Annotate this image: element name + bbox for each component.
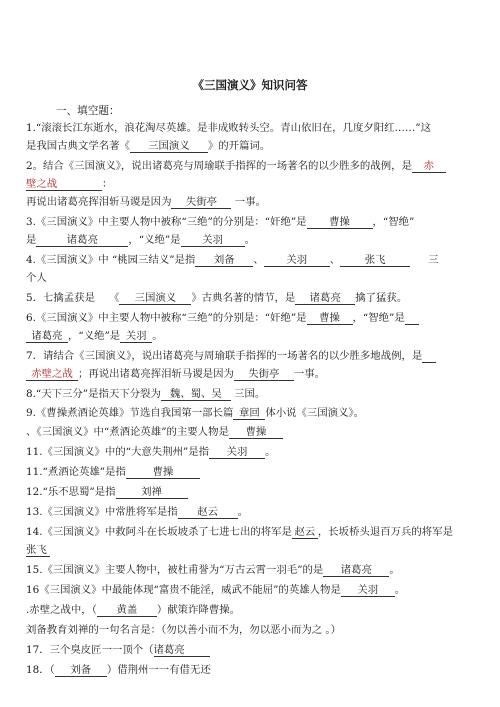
blank-underline (405, 313, 419, 325)
question-2-line-2 (26, 178, 478, 191)
question-text: ，“义绝”是 (68, 330, 121, 342)
question-text: 2。结合《三国演义》，说出诸葛亮与周瑜联手指挥的一场著名的以少胜多的战例，是 (26, 160, 412, 172)
answer-blank: 黄盖 (97, 604, 157, 617)
question-text: 》的开篇词。 (207, 140, 271, 152)
question-15-line-1 (26, 526, 478, 539)
question-4-line-1 (26, 254, 478, 267)
answer-blank: 刘备 (55, 664, 107, 677)
answer-blank: 赵云 (292, 526, 318, 539)
question-text: 11.《三国演义》中的“大意失荆州”是指 (26, 446, 210, 458)
question-11-line (26, 446, 478, 459)
question-text: 11.“煮酒论英雄”是指 (26, 466, 126, 478)
answer-blank: 诸葛亮 (295, 292, 355, 305)
answer-blank: 诸葛亮 (26, 330, 68, 343)
question-1-line-2 (26, 140, 478, 153)
question-text: ，“智绝”是 (352, 312, 405, 324)
answer-blank: 诸葛亮 (154, 644, 210, 657)
question-text: 。 (244, 234, 255, 246)
question-text: ，“智绝” (372, 216, 415, 228)
answer-blank: 赵云 (178, 506, 238, 519)
answer-blank: 关羽 (341, 584, 395, 597)
question-text: 三国。 (234, 388, 266, 400)
answer-blank: 章回 (233, 407, 265, 420)
question-text: 》古典名著的情节，是 (191, 292, 296, 304)
question-16-line (26, 564, 478, 577)
answer-blank: 张飞 (26, 544, 50, 557)
question-text: 、 (253, 254, 264, 266)
answer-blank: 关羽 (120, 330, 152, 343)
question-text: 一事。 (293, 368, 326, 380)
question-2-line-3 (26, 196, 478, 209)
question-text: 三 (428, 254, 439, 266)
question-text: 体小说《三国演义》。 (265, 407, 365, 419)
question-text: 、 (329, 254, 341, 266)
answer-blank: 关羽 (209, 446, 265, 459)
answer-blank: 诸葛亮 (323, 564, 389, 577)
answer-blank: 失街亭 (234, 368, 294, 381)
question-text: 。 (265, 446, 276, 458)
question-text: 是我国古典文学名著《 (26, 140, 130, 152)
question-text: 16《三国演义》中最能体现“富贵不能淫，威武不能屈”的英雄人物是 (26, 584, 341, 596)
question-text: 14.《三国演义》中救阿斗在长坂坡杀了七进七出的将军是 (26, 526, 292, 538)
document-title: 《三国演义》知识问答 (192, 78, 308, 92)
question-text: ）借荆州一一有借无还 (106, 664, 211, 676)
answer-blank: 曹操 (307, 312, 353, 325)
question-text: 。 (237, 506, 248, 518)
question-8-line (26, 388, 478, 401)
answer-blank: 刘备 (195, 254, 253, 267)
question-text: 18．（ (26, 664, 55, 676)
answer-blank: 曹操 (229, 426, 283, 439)
answer-blank: 刘禅 (116, 486, 188, 499)
question-1-line-1 (26, 122, 478, 135)
question-text: 17．三个臭皮匠一一顶个（ (26, 644, 154, 656)
answer-blank: 三国演义 (119, 292, 191, 305)
question-text: 擒了猛获。 (355, 292, 408, 304)
question-21-line (26, 664, 478, 677)
question-text: 一事。 (234, 196, 266, 208)
question-text: 5．七擒孟获是 (26, 292, 95, 304)
question-10-line (26, 426, 478, 439)
question-19-line (26, 624, 478, 637)
question-text: 是 (26, 234, 37, 246)
answer-blank: 失街亭 (171, 196, 231, 209)
question-3-line-1 (26, 216, 478, 229)
question-text: 3.《三国演义》中主要人物中被称“三绝”的分别是：“奸绝”是 (26, 216, 307, 228)
question-text: 12.“乐不思蜀”是指 (26, 486, 116, 498)
question-4-line-2 (26, 272, 478, 285)
answer-blank: 赤 (412, 160, 446, 173)
answer-blank: 关羽 (264, 254, 330, 267)
answer-blank: 魏、蜀、吴 (161, 388, 231, 401)
answer-blank: 诸葛亮 (36, 234, 128, 247)
answer-blank: 关羽 (181, 234, 245, 247)
answer-blank: 曹操 (307, 216, 373, 229)
question-text: ）献策诈降曹操。 (156, 604, 240, 616)
question-text: 7．请结合《三国演义》，说出诸葛亮与周瑜联手指挥的一场著名的以少胜多地战例，是 (26, 350, 423, 362)
question-6-line-1 (26, 312, 478, 325)
question-text: 9.《曹操煮酒论英雄》节选自我国第一部长篇 (26, 407, 234, 419)
question-7-line-2 (26, 368, 478, 381)
question-17-line (26, 584, 478, 597)
question-9-line (26, 407, 478, 420)
question-text: 个人 (26, 272, 47, 284)
question-text: .赤壁之战中，（ (26, 604, 97, 616)
question-text: ： (102, 178, 113, 190)
question-text: ；再说出诸葛亮挥泪斩马谡是因为 (78, 368, 234, 380)
blank-underline (422, 351, 436, 363)
question-20-line (26, 644, 478, 657)
question-text: 4.《三国演义》中 “桃园三结义”是指 (26, 254, 196, 266)
question-7-line-1 (26, 350, 478, 363)
answer-blank: 赤壁之战 (26, 368, 78, 381)
question-text: 13.《三国演义》中常胜将军是指 (26, 506, 178, 518)
question-15-line-2 (26, 544, 478, 557)
question-text: 。 (389, 564, 400, 576)
answer-blank: 曹操 (126, 466, 200, 479)
question-text: 刘备教育刘禅的一句名言是：（勿以善小而不为，勿以恶小而为之 。） (26, 624, 342, 636)
blank-underline (90, 179, 102, 191)
question-text: ，长坂桥头退百万兵的将军是 (317, 526, 453, 538)
question-text: 再说出诸葛亮挥泪斩马谡是因为 (26, 196, 172, 208)
question-text: 、《三国演义》中“煮酒论英雄”的主要人物是 (26, 426, 229, 438)
question-text: ，“义绝”是 (128, 234, 181, 246)
question-6-line-2 (26, 330, 478, 343)
question-18-line (26, 604, 478, 617)
question-text: 6.《三国演义》中主要人物中被称“三绝”的分别是：“奸绝”是 (26, 312, 307, 324)
question-14-line (26, 506, 478, 519)
answer-blank: 壁之战 (26, 178, 90, 191)
question-text: 8.“天下三分”是指天下分裂为 (26, 388, 161, 400)
question-13-line (26, 486, 478, 499)
question-text: 1.“滚滚长江东逝水，浪花淘尽英雄。是非成败转头空。青山依旧在，几度夕阳红……”这 (26, 122, 431, 134)
question-3-line-2 (26, 234, 478, 247)
question-12-line (26, 466, 478, 479)
answer-blank: 三国演义 (130, 140, 208, 153)
section-heading: 一、填空题： (56, 105, 120, 117)
question-text: 《 (108, 292, 120, 304)
question-text: 。 (394, 584, 406, 596)
question-text: 15.《三国演义》主要人物中，被杜甫誉为“万古云霄一羽毛”的是 (26, 564, 324, 576)
question-2-line-1 (26, 160, 478, 173)
question-5-line (26, 292, 478, 305)
question-text: 。 (152, 330, 163, 342)
answer-blank: 张飞 (340, 254, 410, 267)
